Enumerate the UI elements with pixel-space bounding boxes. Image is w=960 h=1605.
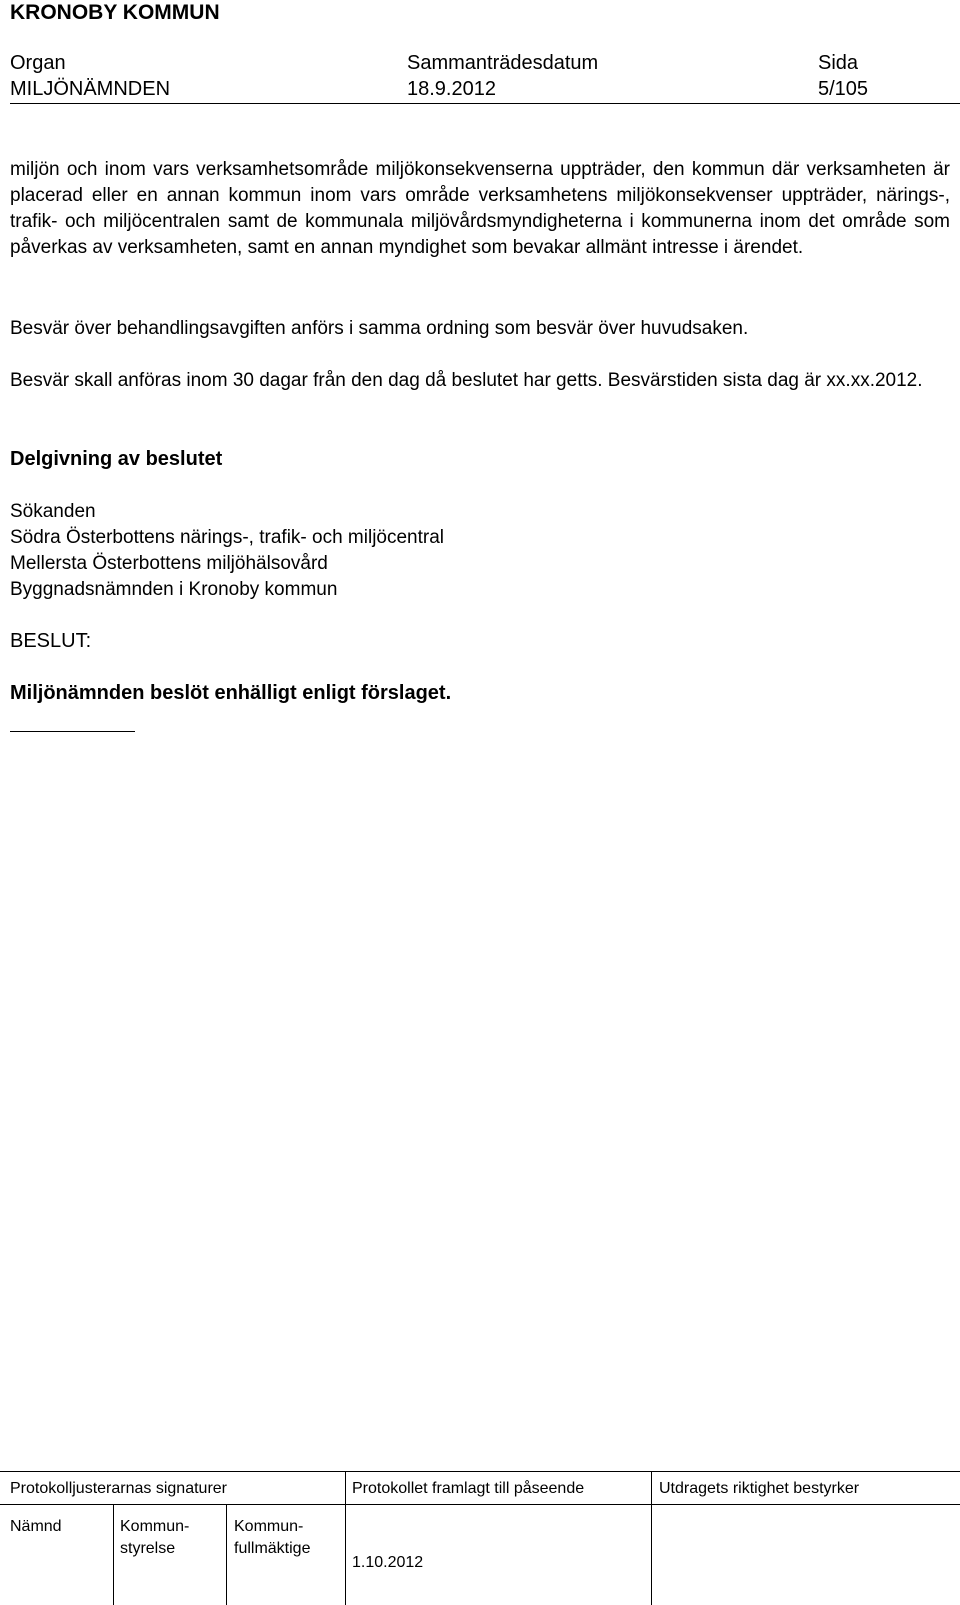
meeting-date-label: Sammanträdesdatum xyxy=(407,52,599,74)
signatures-label: Protokolljusterarnas signaturer xyxy=(10,1480,227,1497)
meeting-date-value: 18.9.2012 xyxy=(407,78,496,100)
presented-label: Protokollet framlagt till påseende xyxy=(352,1480,585,1497)
signature-column-fullmaktige-line1: Kommun- xyxy=(234,1518,304,1535)
signature-column-styrelse-line1: Kommun- xyxy=(120,1518,190,1535)
header-divider xyxy=(10,103,960,104)
organ-value: MILJÖNÄMNDEN xyxy=(10,78,171,100)
signature-column-styrelse-line2: styrelse xyxy=(120,1540,176,1557)
decision-heading: BESLUT: xyxy=(10,630,92,652)
organization-name: KRONOBY KOMMUN xyxy=(10,1,220,24)
recipient-line: Södra Österbottens närings-, trafik- och miljöcentral xyxy=(10,527,445,548)
appeal-recipients-paragraph: miljön och inom vars verksamhetsområde miljökonsekvenserna uppträder, den kommun där verksamheten är placerad eller en annan kommun inom vars område verksamhetens miljökonsekvenser uppträder, närings-, trafik- och miljöcentralen samt de kommunala miljövårdsmyndigheterna i kommunerna inom det område som påverkas av verksamheten, samt en annan myndighet som bevakar allmänt intresse i ärendet. xyxy=(10,159,950,258)
page-label: Sida xyxy=(818,52,859,74)
end-separator xyxy=(10,731,135,732)
fee-appeal-paragraph: Besvär över behandlingsavgiften anförs i samma ordning som besvär över huvudsaken. xyxy=(10,318,749,339)
certified-label: Utdragets riktighet bestyrker xyxy=(659,1480,860,1497)
appeal-deadline-paragraph: Besvär skall anföras inom 30 dagar från den dag då beslutet har getts. Besvärstiden sista dag är xx.xx.2012. xyxy=(10,370,923,391)
presented-date: 1.10.2012 xyxy=(352,1554,424,1571)
organ-label: Organ xyxy=(10,52,66,74)
delivery-heading: Delgivning av beslutet xyxy=(10,448,223,470)
page-value: 5/105 xyxy=(818,78,869,100)
recipient-line: Sökanden xyxy=(10,501,96,522)
recipient-line: Byggnadsnämnden i Kronoby kommun xyxy=(10,579,338,600)
decision-text: Miljönämnden beslöt enhälligt enligt förslaget. xyxy=(10,682,452,704)
signature-column-namnd: Nämnd xyxy=(10,1518,62,1535)
footer-signature-table xyxy=(0,1471,960,1605)
signature-column-fullmaktige-line2: fullmäktige xyxy=(234,1540,311,1557)
recipient-line: Mellersta Österbottens miljöhälsovård xyxy=(10,553,328,574)
